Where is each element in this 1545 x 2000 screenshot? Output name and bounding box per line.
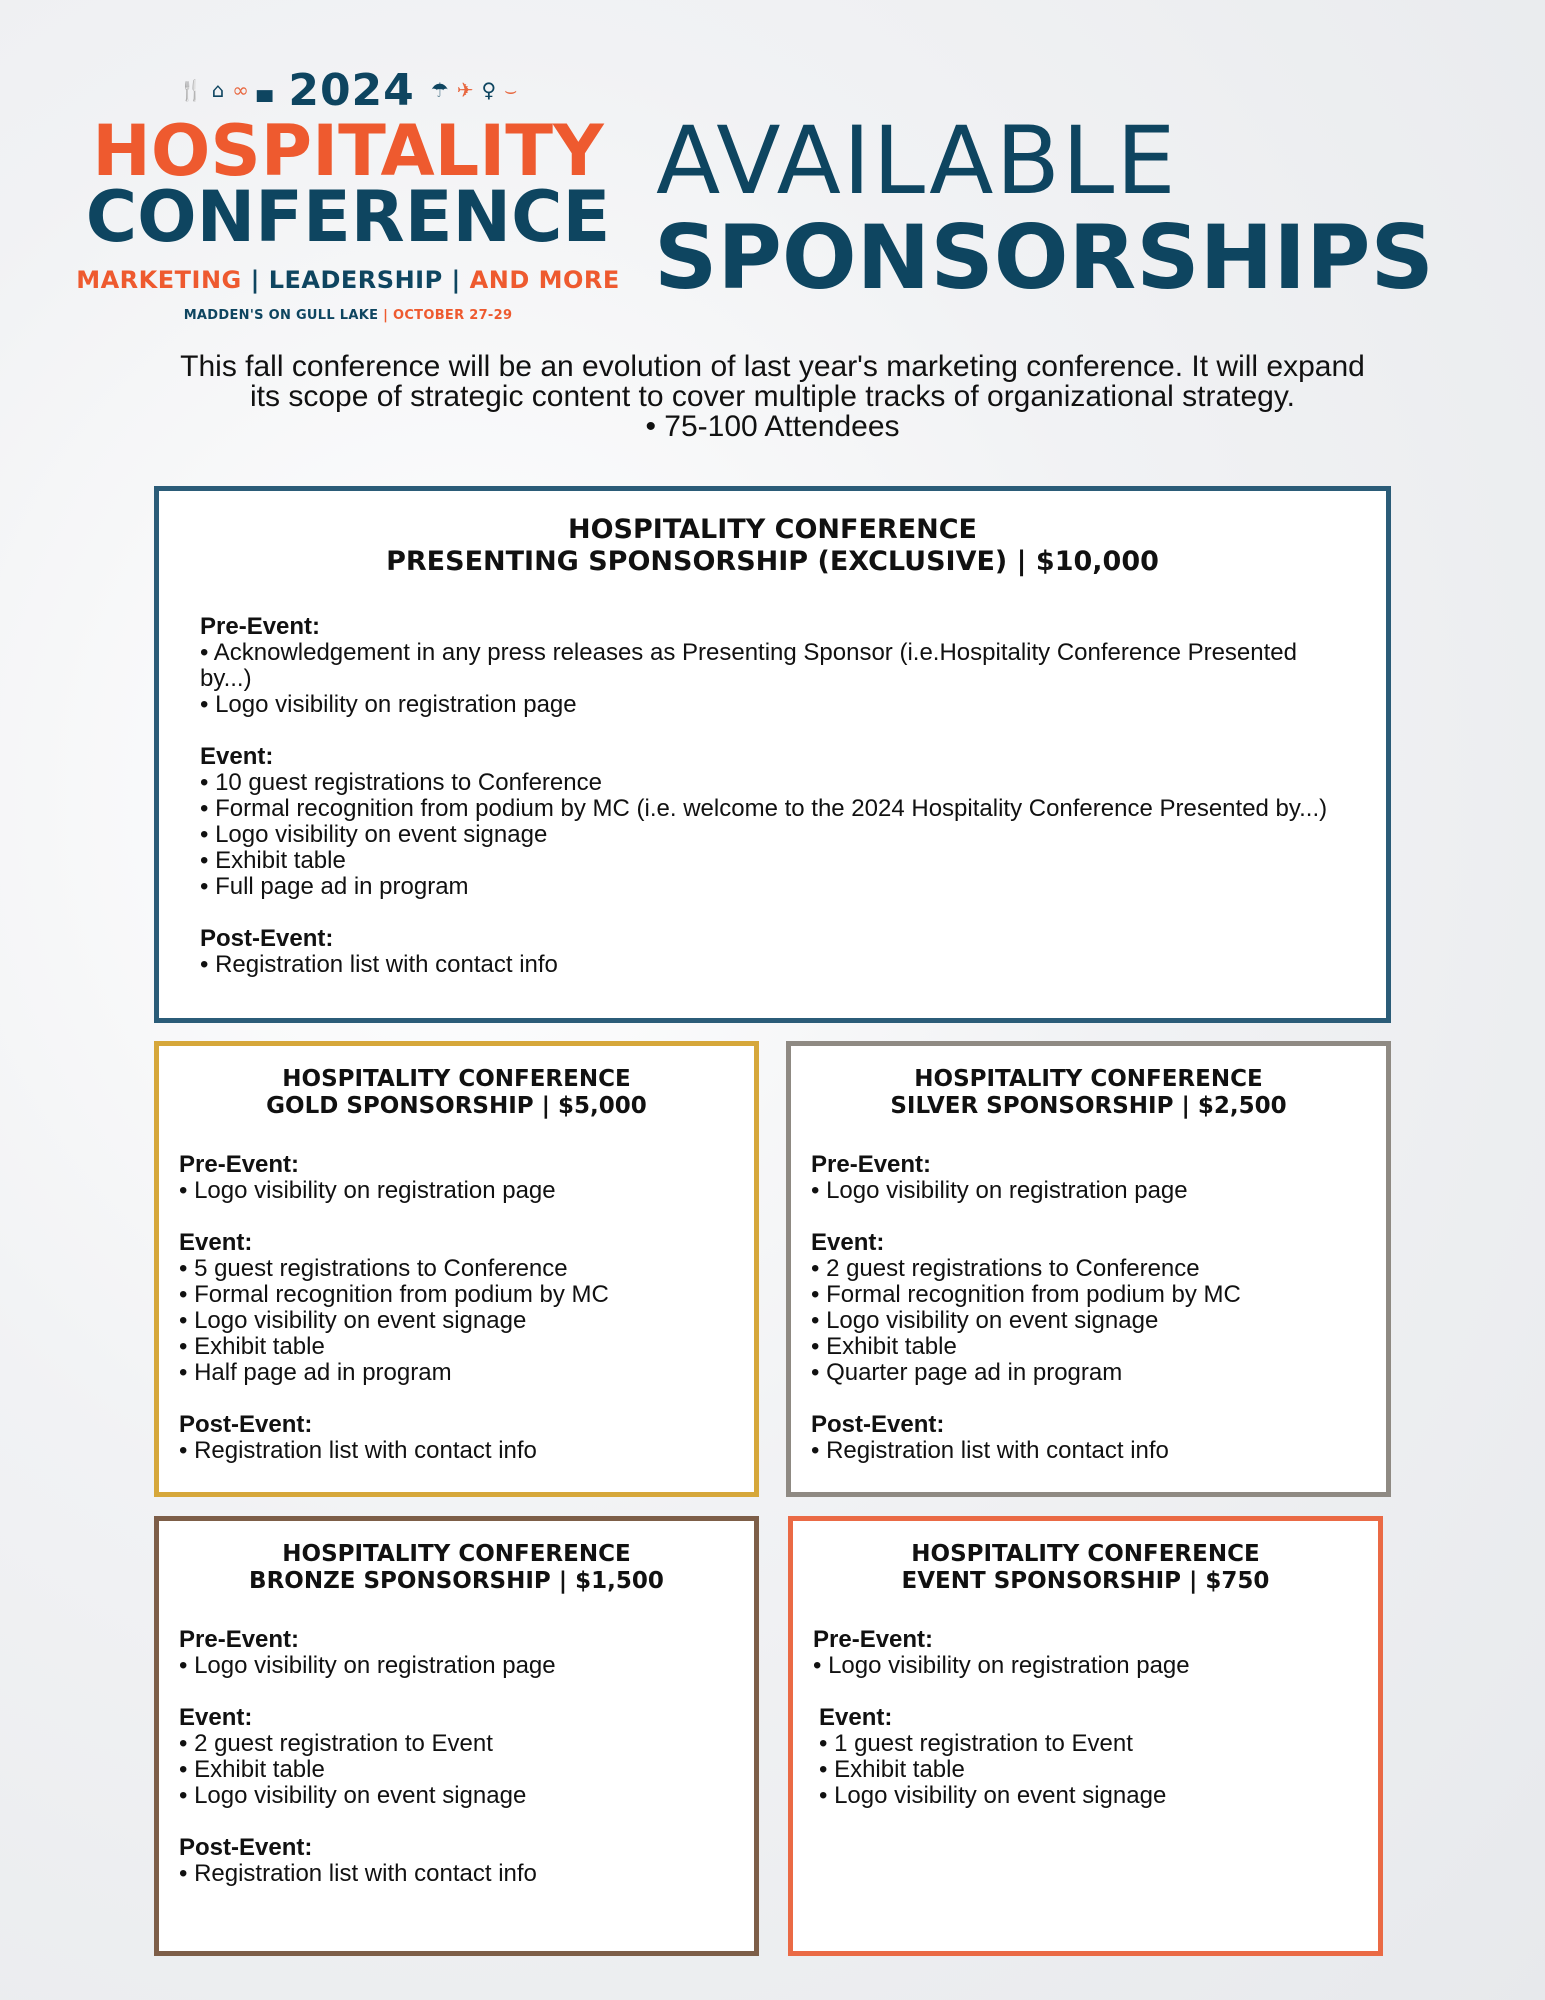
bronze-sponsorship-card xyxy=(154,1516,759,1956)
gold-sponsorship-card xyxy=(154,1041,759,1497)
sleep-mask-icon: ∞ xyxy=(232,78,249,102)
list-item: • Logo visibility on registration page xyxy=(179,1177,556,1204)
card-title-price: GOLD SPONSORSHIP | $5,000 xyxy=(266,1093,647,1119)
list-item: • Logo visibility on event signage xyxy=(179,1782,527,1809)
card-title-line: HOSPITALITY CONFERENCE xyxy=(282,1066,631,1092)
list-item: • Registration list with contact info xyxy=(811,1437,1169,1464)
list-item: • Formal recognition from podium by MC xyxy=(179,1281,609,1308)
card-title-price: PRESENTING SPONSORSHIP (EXCLUSIVE) | $10,000 xyxy=(386,546,1159,577)
card-title-line: HOSPITALITY CONFERENCE xyxy=(282,1541,631,1567)
list-item: • Exhibit table xyxy=(819,1756,965,1783)
section-heading: Post-Event: xyxy=(200,925,334,952)
list-item: • Exhibit table xyxy=(811,1333,957,1360)
presenting-sponsorship-card xyxy=(154,486,1391,1023)
tagline-marketing: MARKETING xyxy=(76,266,242,294)
list-item: • Half page ad in program xyxy=(179,1359,452,1386)
heading-available: AVAILABLE xyxy=(656,107,1178,216)
tagline-separator: | xyxy=(442,266,470,294)
event-section xyxy=(179,1705,754,1809)
microphone-icon: ♀ xyxy=(481,78,497,102)
list-item: • Registration list with contact info xyxy=(179,1860,537,1887)
event-section xyxy=(819,1705,1378,1809)
pre-event-section xyxy=(811,1152,1386,1204)
conference-logo xyxy=(68,62,628,323)
list-item: • Exhibit table xyxy=(200,847,346,874)
airplane-icon: ✈ xyxy=(456,78,474,102)
venue-name: MADDEN'S ON GULL LAKE xyxy=(183,308,379,323)
list-item: • Logo visibility on registration page xyxy=(813,1652,1190,1679)
card-title-line: HOSPITALITY CONFERENCE xyxy=(914,1066,1263,1092)
section-heading: Pre-Event: xyxy=(179,1626,300,1653)
list-item: • Full page ad in program xyxy=(200,873,469,900)
card-title xyxy=(159,1541,754,1595)
card-title-price: SILVER SPONSORSHIP | $2,500 xyxy=(890,1093,1287,1119)
pre-event-section xyxy=(179,1627,754,1679)
section-heading: Event: xyxy=(200,743,274,770)
list-item: • Logo visibility on registration page xyxy=(200,691,577,718)
beach-chair-icon: ☂ xyxy=(430,78,449,102)
event-section xyxy=(200,744,1350,900)
list-item: • Exhibit table xyxy=(179,1333,325,1360)
tagline-and-more: AND MORE xyxy=(469,266,620,294)
list-item: • Logo visibility on registration page xyxy=(179,1652,556,1679)
list-item: • 10 guest registrations to Conference xyxy=(200,769,602,796)
event-section xyxy=(179,1230,754,1386)
card-body xyxy=(179,1152,754,1464)
section-heading: Event: xyxy=(819,1704,893,1731)
list-item: • Exhibit table xyxy=(179,1756,325,1783)
post-event-section xyxy=(179,1835,754,1887)
logo-conference: CONFERENCE xyxy=(85,176,611,258)
list-item: • 2 guest registration to Event xyxy=(179,1730,493,1757)
heading-sponsorships: SPONSORSHIPS xyxy=(654,206,1434,309)
intro-line: its scope of strategic content to cover multiple tracks of organizational strategy. xyxy=(250,380,1295,413)
utensils-icon: 🍴 xyxy=(178,78,204,102)
card-title-line: HOSPITALITY CONFERENCE xyxy=(911,1541,1260,1567)
list-item: • Formal recognition from podium by MC (i.e. welcome to the 2024 Hospitality Conference Presented by...) xyxy=(200,795,1328,822)
list-item: • Acknowledgement in any press releases as Presenting Sponsor (i.e.Hospitality Conference Presented by...) xyxy=(200,639,1297,692)
tagline-separator: | xyxy=(241,266,269,294)
section-heading: Pre-Event: xyxy=(813,1626,934,1653)
intro-paragraph xyxy=(80,352,1465,442)
list-item: • Logo visibility on event signage xyxy=(200,821,548,848)
card-title xyxy=(791,1066,1386,1120)
section-heading: Pre-Event: xyxy=(200,613,321,640)
section-heading: Post-Event: xyxy=(179,1411,313,1438)
list-item: • Registration list with contact info xyxy=(200,951,558,978)
bathtub-icon: ⌣ xyxy=(504,78,518,102)
list-item: • Logo visibility on registration page xyxy=(811,1177,1188,1204)
logo-hospitality: HOSPITALITY xyxy=(92,110,604,192)
post-event-section xyxy=(179,1412,754,1464)
list-item: • 5 guest registrations to Conference xyxy=(179,1255,568,1282)
list-item: • 1 guest registration to Event xyxy=(819,1730,1133,1757)
card-body xyxy=(811,1152,1386,1464)
pre-event-section xyxy=(200,614,1350,718)
event-section xyxy=(811,1230,1386,1386)
list-item: • Logo visibility on event signage xyxy=(811,1307,1159,1334)
intro-line: This fall conference will be an evolution of last year's marketing conference. It will expand xyxy=(180,350,1365,383)
card-title xyxy=(159,514,1386,578)
list-item: • Logo visibility on event signage xyxy=(179,1307,527,1334)
card-title xyxy=(793,1541,1378,1595)
bed-icon: ▄ xyxy=(256,78,273,102)
card-title-line: HOSPITALITY CONFERENCE xyxy=(567,514,977,545)
card-title-price: BRONZE SPONSORSHIP | $1,500 xyxy=(249,1568,664,1594)
pre-event-section xyxy=(813,1627,1378,1679)
intro-attendees: • 75-100 Attendees xyxy=(645,410,900,443)
card-body xyxy=(813,1627,1378,1809)
section-heading: Pre-Event: xyxy=(179,1151,300,1178)
card-title xyxy=(159,1066,754,1120)
list-item: • Registration list with contact info xyxy=(179,1437,537,1464)
section-heading: Post-Event: xyxy=(811,1411,945,1438)
section-heading: Event: xyxy=(811,1229,885,1256)
event-sponsorship-card xyxy=(788,1516,1383,1956)
post-event-section xyxy=(200,926,1350,978)
cloche-icon: ⌂ xyxy=(211,78,225,102)
venue-separator: | xyxy=(378,308,393,323)
section-heading: Pre-Event: xyxy=(811,1151,932,1178)
pre-event-section xyxy=(179,1152,754,1204)
section-heading: Post-Event: xyxy=(179,1834,313,1861)
list-item: • Logo visibility on event signage xyxy=(819,1782,1167,1809)
list-item: • Quarter page ad in program xyxy=(811,1359,1123,1386)
logo-year: 2024 xyxy=(288,64,415,116)
card-body xyxy=(179,1627,754,1887)
list-item: • 2 guest registrations to Conference xyxy=(811,1255,1200,1282)
logo-tagline xyxy=(68,266,628,294)
venue-dates: OCTOBER 27-29 xyxy=(392,308,513,323)
list-item: • Formal recognition from podium by MC xyxy=(811,1281,1241,1308)
section-heading: Event: xyxy=(179,1229,253,1256)
card-title-price: EVENT SPONSORSHIP | $750 xyxy=(901,1568,1270,1594)
card-body xyxy=(200,614,1350,978)
tagline-leadership: LEADERSHIP xyxy=(268,266,443,294)
post-event-section xyxy=(811,1412,1386,1464)
section-heading: Event: xyxy=(179,1704,253,1731)
silver-sponsorship-card xyxy=(786,1041,1391,1497)
logo-venue xyxy=(68,308,628,323)
